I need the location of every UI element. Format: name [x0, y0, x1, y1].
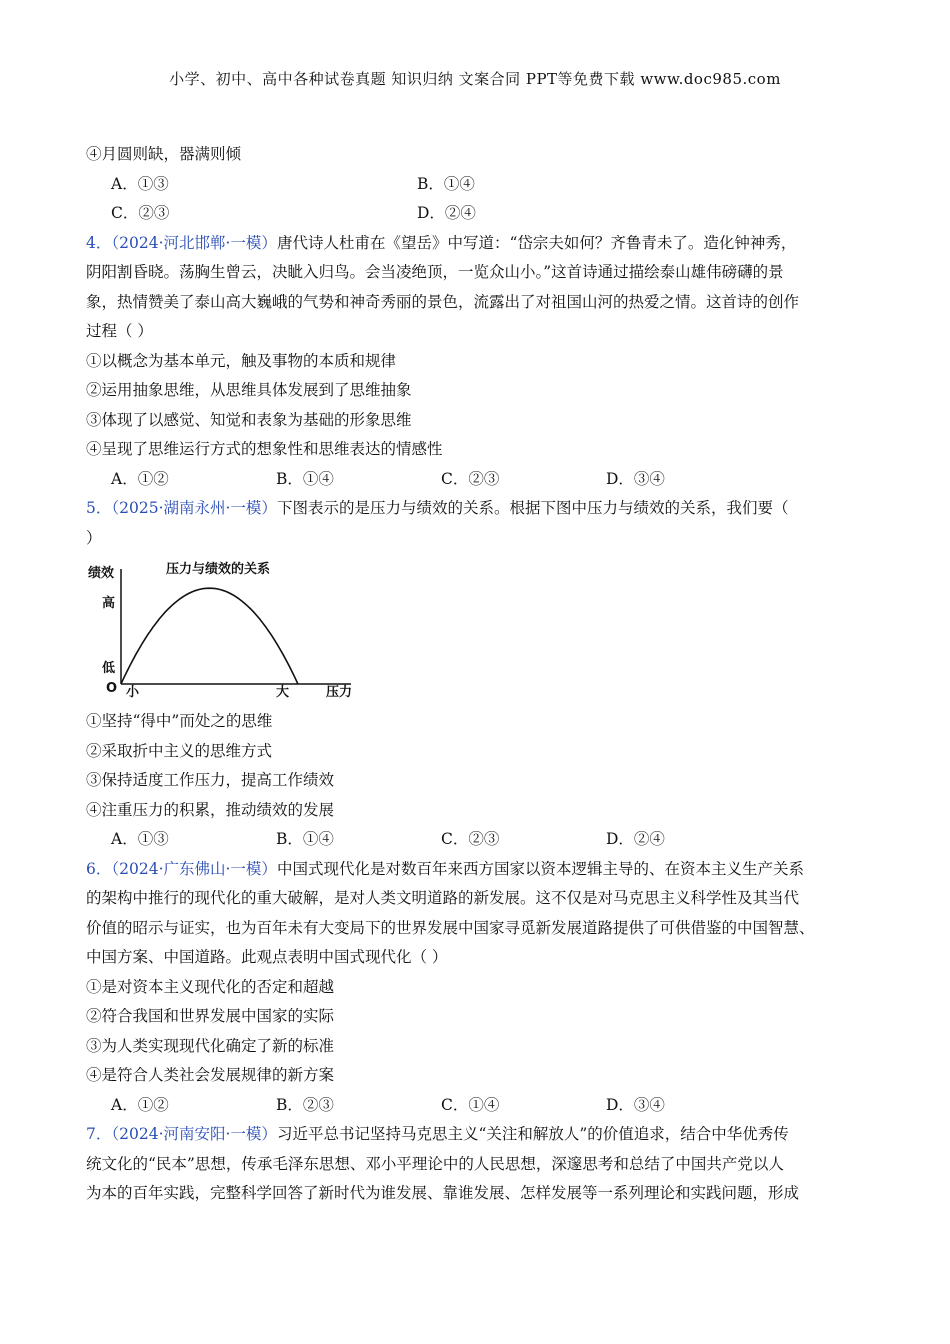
q4-item-3: ③体现了以感觉、知觉和表象为基础的形象思维 — [86, 410, 412, 429]
q7-stem-line — [86, 1120, 876, 1150]
option-d: D．③④ — [606, 469, 665, 488]
q4-item-1: ①以概念为基本单元，触及事物的本质和规律 — [86, 351, 397, 370]
q7-source: （2024·河南安阳·一模） — [111, 1125, 277, 1143]
prev-options-row1 — [86, 170, 876, 200]
option-b: B．①④ — [276, 830, 334, 848]
q6-item-3: ③为人类实现现代化确定了新的标准 — [86, 1036, 335, 1055]
q6-stem-line-3: 价值的昭示与证实，也为百年未有大变局下的世界发展中国家寻觅新发展道路提供了可供借鉴的中国智慧、 — [86, 918, 815, 937]
x-axis-label: 压力 — [326, 685, 353, 700]
q6-stem-line-2: 的架构中推行的现代化的重大破解，是对人类文明道路的新发展。这不仅是对马克思主义科学性及其当代 — [86, 889, 800, 907]
q6-item-1: ①是对资本主义现代化的否定和超越 — [86, 977, 335, 996]
q4-stem-line-3: 象，热情赞美了泰山高大巍峨的气势和神奇秀丽的景色，流露出了对祖国山河的热爱之情。这首诗的创作 — [86, 292, 800, 311]
q5-item-1: ①坚持“得中”而处之的思维 — [86, 712, 273, 730]
origin-label: O — [106, 681, 118, 696]
q6-stem-line — [86, 855, 876, 885]
q4-stem-line-4: 过程（ ） — [86, 322, 153, 340]
performance-curve — [121, 588, 298, 684]
option-a: A．①③ — [111, 174, 169, 193]
option-b: B．②③ — [276, 1095, 334, 1114]
q6-source: （2024·广东佛山·一模） — [111, 859, 277, 878]
x-tick-small: 小 — [126, 685, 140, 700]
q4-item-4: ④呈现了思维运行方式的想象性和思维表达的情感性 — [86, 440, 443, 458]
q5-item-4: ④注重压力的积累，推动绩效的发展 — [86, 800, 335, 819]
option-b: B．①④ — [417, 174, 475, 193]
q7-stem-line-2: 统文化的“民本”思想，传承毛泽东思想、邓小平理论中的人民思想，深邃思考和总结了中国共产党以人 — [86, 1154, 784, 1173]
q4-item-2: ②运用抽象思维，从思维具体发展到了思维抽象 — [86, 381, 412, 399]
option-d: D．③④ — [606, 1095, 665, 1114]
q4-stem-line-2: 阴阳割昏晓。荡胸生曾云，决眦入归鸟。会当凌绝顶，一览众山小。”这首诗通过描绘泰山雄伟磅礴的景 — [86, 263, 784, 281]
option-d: D．②④ — [606, 830, 665, 848]
option-d: D．②④ — [417, 204, 476, 222]
q6-stem-line-4: 中国方案、中国道路。此观点表明中国式现代化（ ） — [86, 948, 448, 966]
q4-number: 4． — [86, 233, 112, 252]
option-b: B．①④ — [276, 469, 334, 488]
option-a: A．①② — [111, 469, 169, 488]
q5-source: （2025·湖南永州·一模） — [111, 499, 277, 517]
option-c: C．②③ — [441, 469, 500, 488]
q4-stem-line — [86, 229, 876, 259]
option-a: A．①② — [111, 1095, 169, 1114]
q6-item-4: ④是符合人类社会发展规律的新方案 — [86, 1066, 335, 1084]
q6-item-2: ②符合我国和世界发展中国家的实际 — [86, 1007, 335, 1025]
q6-number: 6． — [86, 859, 112, 878]
q5-item-3: ③保持适度工作压力，提高工作绩效 — [86, 771, 335, 789]
q5-stem-line-2: ） — [86, 528, 102, 547]
q5-item-2: ②采取折中主义的思维方式 — [86, 741, 273, 760]
q4-stem-text: 唐代诗人杜甫在《望岳》中写道：“岱宗夫如何？齐鲁青未了。造化钟神秀， — [276, 233, 797, 252]
y-axis-label: 绩效 — [88, 566, 115, 581]
q6-stem-text: 中国式现代化是对数百年来西方国家以资本逻辑主导的、在资本主义生产关系 — [276, 859, 804, 878]
q6-options — [86, 1091, 876, 1121]
q5-number: 5． — [86, 499, 112, 517]
q5-options — [86, 825, 876, 855]
option-c: C．①④ — [441, 1095, 500, 1114]
option-c: C．②③ — [441, 830, 500, 848]
prev-item-4: ④月圆则缺，器满则倾 — [86, 145, 242, 163]
pressure-performance-chart — [86, 559, 366, 701]
x-tick-large: 大 — [276, 685, 290, 700]
q5-stem-text: 下图表示的是压力与绩效的关系。根据下图中压力与绩效的关系，我们要（ — [276, 499, 789, 517]
q7-stem-line-3: 为本的百年实践，完整科学回答了新时代为谁发展、靠谁发展、怎样发展等一系列理论和实践问题，形成 — [86, 1184, 800, 1202]
q7-number: 7． — [86, 1125, 112, 1143]
q4-options — [86, 465, 876, 495]
q5-stem-line — [86, 494, 876, 524]
y-tick-low: 低 — [102, 661, 116, 676]
page-header: 小学、初中、高中各种试卷真题 知识归纳 文案合同 PPT等免费下载 www.doc985.com — [169, 70, 781, 88]
option-c: C．②③ — [111, 204, 170, 222]
q4-source: （2024·河北邯郸·一模） — [111, 233, 277, 252]
y-tick-high: 高 — [102, 596, 116, 611]
chart-title: 压力与绩效的关系 — [166, 562, 271, 577]
option-a: A．①③ — [111, 830, 169, 848]
prev-options-row2 — [86, 199, 876, 229]
document-body — [86, 140, 876, 1209]
q7-stem-text: 习近平总书记坚持马克思主义“关注和解放人”的价值追求，结合中华优秀传 — [276, 1125, 789, 1143]
